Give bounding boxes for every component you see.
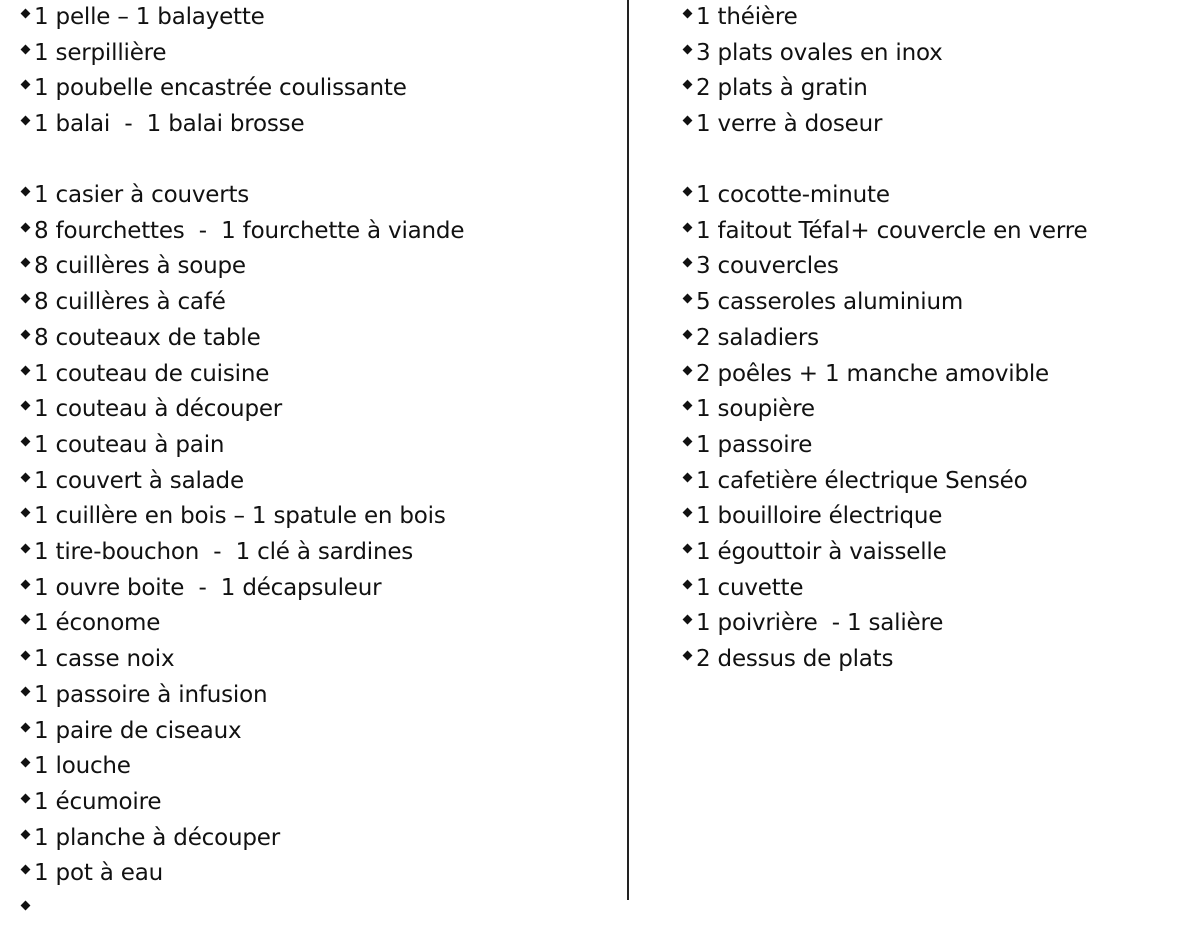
item-label: 1 planche à découper [34,824,280,851]
diamond-bullet-icon [683,44,693,54]
diamond-bullet-icon [21,793,31,803]
diamond-bullet-icon [683,80,693,90]
item-label: 2 saladiers [696,324,819,351]
list-item [22,785,161,819]
list-item-clipped [22,892,34,926]
item-label: 1 faitout Téfal+ couvercle en verre [696,217,1088,244]
list-item [22,571,381,605]
diamond-bullet-icon [683,508,693,518]
item-label: 5 casseroles aluminium [696,289,964,316]
item-label: 1 balai - 1 balai brosse [34,110,305,137]
item-label: 1 passoire [696,431,813,458]
item-label: 1 économe [34,610,161,637]
diamond-bullet-icon [683,651,693,661]
item-label: 1 casse noix [34,646,175,673]
list-item [684,249,839,283]
diamond-bullet-icon [21,651,31,661]
item-label: 1 égouttoir à vaisselle [696,539,947,565]
list-item [22,249,246,283]
list-item [22,285,226,319]
list-item [22,499,446,533]
diamond-bullet-icon [21,80,31,90]
list-item [22,36,166,70]
diamond-bullet-icon [21,579,31,589]
item-label: 3 plats ovales en inox [696,39,943,66]
diamond-bullet-icon [21,508,31,518]
item-label: 2 plats à gratin [696,75,868,102]
diamond-bullet-icon [683,9,693,19]
diamond-bullet-icon [21,187,31,197]
item-label: 1 cuvette [696,574,804,601]
diamond-bullet-icon [683,436,693,446]
item-label: 1 théière [696,4,798,30]
diamond-bullet-icon [683,329,693,339]
diamond-bullet-icon [683,365,693,375]
item-label: 1 soupière [696,396,815,423]
item-label: 1 casier à couverts [34,182,250,208]
diamond-bullet-icon [683,472,693,482]
diamond-bullet-icon [21,258,31,268]
diamond-bullet-icon [683,544,693,554]
list-item [684,357,1049,391]
diamond-bullet-icon [21,9,31,19]
diamond-bullet-icon [21,615,31,625]
diamond-bullet-icon [683,187,693,197]
list-item [22,71,407,105]
list-item [22,535,413,569]
diamond-bullet-icon [21,686,31,696]
list-item [684,642,893,676]
list-item [684,178,890,212]
item-label: 8 couteaux de table [34,324,261,351]
item-label: 1 tire-bouchon - 1 clé à sardines [34,539,414,565]
diamond-bullet-icon [21,294,31,304]
diamond-bullet-icon [683,615,693,625]
diamond-bullet-icon [21,222,31,232]
item-label: 1 pelle – 1 balayette [34,4,265,30]
item-label: 8 cuillères à café [34,289,226,316]
list-item [684,499,942,533]
diamond-bullet-icon [683,222,693,232]
diamond-bullet-icon [21,472,31,482]
list-item [22,392,282,426]
item-label: 1 cafetière électrique Senséo [696,467,1028,494]
list-item [22,606,160,640]
list-item [684,214,1087,248]
list-item [22,749,131,783]
item-label: 1 poivrière - 1 salière [696,610,944,637]
diamond-bullet-icon [21,401,31,411]
diamond-bullet-icon [21,436,31,446]
diamond-bullet-icon [21,365,31,375]
list-item [22,428,224,462]
diamond-bullet-icon [21,329,31,339]
list-item [684,464,1027,498]
item-label: 1 couteau de cuisine [34,360,270,387]
list-item [22,856,163,890]
list-item [22,642,174,676]
diamond-bullet-icon [21,115,31,125]
item-label: 1 poubelle encastrée coulissante [34,75,407,102]
diamond-bullet-icon [683,579,693,589]
item-label: 1 louche [34,753,131,780]
list-item [684,428,812,462]
list-item [684,321,819,355]
item-label: 1 verre à doseur [696,110,883,137]
item-label: 1 couvert à salade [34,467,244,494]
list-item [684,535,947,569]
list-item [22,714,241,748]
diamond-bullet-icon [21,44,31,54]
diamond-bullet-icon [21,758,31,768]
item-label: 1 couteau à découper [34,396,283,423]
list-item [684,606,943,640]
diamond-bullet-icon [21,544,31,554]
diamond-bullet-icon [683,294,693,304]
list-item [22,678,267,712]
diamond-bullet-icon [683,258,693,268]
item-label: 3 couvercles [696,253,839,280]
list-item [22,464,244,498]
item-label: 1 ouvre boite - 1 décapsuleur [34,574,382,601]
item-label: 1 bouilloire électrique [696,503,943,530]
item-label: 1 écumoire [34,788,162,815]
item-label: 1 paire de ciseaux [34,717,242,744]
item-label: 1 passoire à infusion [34,681,268,708]
item-label: 2 poêles + 1 manche amovible [696,360,1050,387]
diamond-bullet-icon [21,865,31,875]
list-item [22,321,261,355]
list-item [22,178,249,212]
item-label: 1 serpillière [34,39,167,66]
list-item [684,36,943,70]
list-item [684,71,868,105]
list-item [684,107,882,141]
list-item [684,392,815,426]
item-label: 1 cocotte-minute [696,182,890,208]
item-label: 8 cuillères à soupe [34,253,246,280]
item-label: 1 cuillère en bois – 1 spatule en bois [34,503,446,530]
list-item [22,0,265,34]
item-label: 1 couteau à pain [34,431,225,458]
diamond-bullet-icon [683,115,693,125]
list-item [22,214,464,248]
list-item [22,357,269,391]
item-label: 2 dessus de plats [696,646,894,673]
list-item [684,0,798,34]
list-item [22,821,280,855]
item-label: 1 pot à eau [34,860,163,887]
diamond-bullet-icon [21,722,31,732]
list-item [684,571,803,605]
diamond-bullet-icon [683,401,693,411]
list-item [22,107,304,141]
diamond-bullet-icon [21,901,31,911]
diamond-bullet-icon [21,829,31,839]
item-label: 8 fourchettes - 1 fourchette à viande [34,217,465,244]
list-item [684,285,963,319]
column-divider [627,0,629,900]
